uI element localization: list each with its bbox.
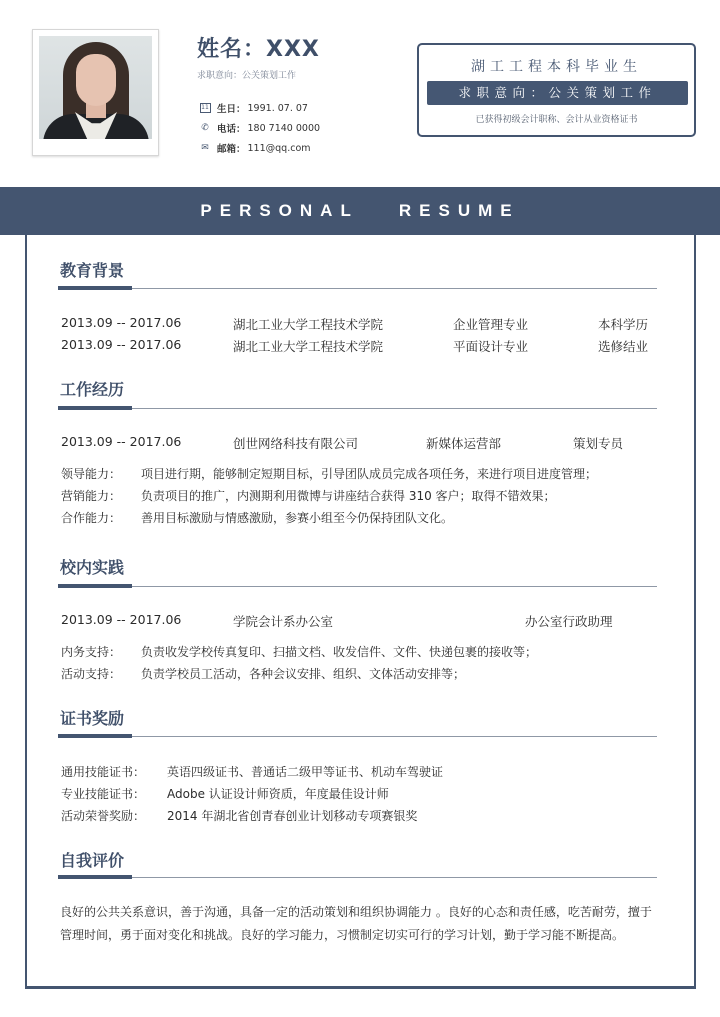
- work-company: 创世网络科技有限公司: [233, 436, 359, 451]
- graduate-title: 湖工工程本科毕业生: [471, 59, 642, 75]
- award-label: 通用技能证书：: [61, 765, 146, 779]
- work-item-text: 善用目标激励与情感激励，参赛小组至今仍保持团队文化。: [141, 511, 454, 525]
- edu-major-2: 平面设计专业: [453, 339, 529, 354]
- info-birthday: [199, 101, 308, 115]
- birthday-label: 生日：: [217, 104, 246, 115]
- edu-school-1: 湖北工业大学工程技术学院: [233, 317, 384, 332]
- section-divider: [58, 586, 657, 587]
- campus-item-label: 内务支持：: [61, 645, 122, 659]
- calendar-icon: 11: [201, 104, 209, 111]
- award-label: 活动荣誉奖励：: [61, 809, 146, 823]
- edu-degree-2: 选修结业: [598, 339, 649, 354]
- photo-frame: [32, 29, 159, 156]
- job-intention-banner: 求职意向：公关策划工作: [427, 81, 688, 105]
- work-department: 新媒体运营部: [426, 436, 502, 451]
- award-text: 2014 年湖北省创青春创业计划移动专项赛银奖: [167, 809, 418, 823]
- award-text: 英语四级证书、普通话二级甲等证书、机动车驾驶证: [167, 765, 444, 779]
- phone-value: 180 7140 0000: [247, 122, 321, 134]
- personal-resume-banner: [0, 187, 720, 235]
- profile-photo: [39, 36, 152, 139]
- banner-left-word: PERSONAL: [200, 201, 359, 220]
- certificates-note: 已获得初级会计职称、会计从业资格证书: [475, 115, 638, 125]
- phone-label: 电话：: [217, 124, 246, 135]
- edu-period-1: 2013.09 -- 2017.06: [61, 315, 182, 330]
- work-item-label: 营销能力：: [61, 489, 122, 503]
- award-text: Adobe 认证设计师资质，年度最佳设计师: [167, 787, 389, 801]
- campus-item-text: 负责收发学校传真复印、扫描文档、收发信件、文件、快递包裹的接收等；: [141, 645, 538, 659]
- summary-card: [417, 43, 696, 137]
- campus-org: 学院会计系办公室: [233, 614, 334, 629]
- birthday-value: 1991. 07. 07: [247, 102, 308, 114]
- work-item-label: 领导能力：: [61, 467, 122, 481]
- section-divider: [58, 736, 657, 737]
- work-position: 策划专员: [573, 436, 624, 451]
- phone-icon: ✆: [201, 123, 209, 133]
- email-value: 111@qq.com: [247, 142, 311, 154]
- section-title-self-eval: 自我评价: [60, 851, 125, 870]
- campus-position: 办公室行政助理: [525, 614, 613, 629]
- edu-school-2: 湖北工业大学工程技术学院: [233, 339, 384, 354]
- candidate-name: 姓名：XXX: [197, 37, 320, 62]
- campus-item-text: 负责学校员工活动，各种会议安排、组织、文体活动安排等；: [141, 667, 466, 681]
- section-divider: [58, 288, 657, 289]
- section-title-awards: 证书奖励: [60, 709, 125, 728]
- edu-degree-1: 本科学历: [598, 317, 649, 332]
- campus-period: 2013.09 -- 2017.06: [61, 612, 182, 627]
- self-eval-text: 良好的公共关系意识，善于沟通，具备一定的活动策划和组织协调能力 。良好的心态和责任感，吃苦耐劳，擅于管理时间，勇于面对变化和挑战。良好的学习能力，习惯制定切实可行的学习计划，勤于学习能不断提高。: [60, 905, 652, 942]
- work-item-text: 负责项目的推广，内测期利用微博与讲座结合获得 310 客户；取得不错效果；: [141, 489, 556, 503]
- section-divider: [58, 408, 657, 409]
- work-item-text: 项目进行期，能够制定短期目标，引导团队成员完成各项任务，来进行项目进度管理；: [141, 467, 598, 481]
- info-phone: [199, 121, 320, 135]
- edu-major-1: 企业管理专业: [453, 317, 529, 332]
- section-divider: [58, 877, 657, 878]
- mail-icon: ✉: [201, 143, 209, 153]
- section-title-campus: 校内实践: [60, 558, 125, 577]
- job-intention-subtitle: 求职意向：公关策划工作: [197, 71, 297, 81]
- work-item-label: 合作能力：: [61, 511, 122, 525]
- campus-item-label: 活动支持：: [61, 667, 122, 681]
- email-label: 邮箱：: [217, 144, 246, 155]
- banner-right-word: RESUME: [398, 201, 520, 220]
- edu-period-2: 2013.09 -- 2017.06: [61, 337, 182, 352]
- work-period: 2013.09 -- 2017.06: [61, 434, 182, 449]
- section-title-education: 教育背景: [60, 261, 125, 280]
- info-email: [199, 141, 311, 155]
- award-label: 专业技能证书：: [61, 787, 146, 801]
- section-title-work: 工作经历: [60, 380, 125, 399]
